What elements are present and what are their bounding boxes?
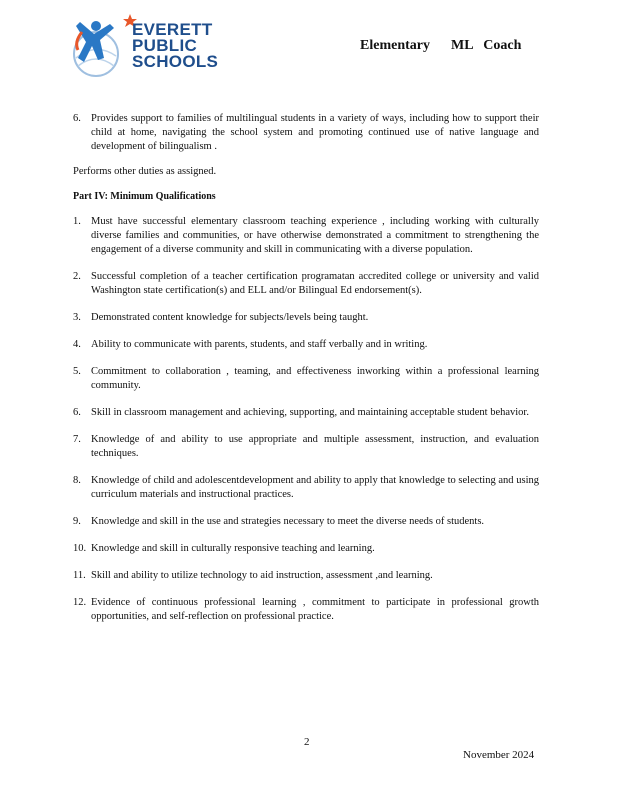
item-number: 5. <box>73 366 81 377</box>
item-number: 3. <box>73 312 81 323</box>
item-number: 8. <box>73 475 81 486</box>
qualification-item <box>73 474 539 502</box>
item-number: 1. <box>73 216 81 227</box>
item-number: 2. <box>73 271 81 282</box>
document-title: Elementary ML Coach <box>360 38 522 53</box>
qualification-item <box>73 433 539 461</box>
item-number: 11. <box>73 570 86 581</box>
qualification-item <box>73 542 539 556</box>
footer-date: November 2024 <box>463 749 535 761</box>
item-text: Skill and ability to utilize technology to aid instruction, assessment ,and learning. <box>91 570 433 581</box>
item-text: Skill in classroom management and achieving, supporting, and maintaining acceptable student behavior. <box>91 407 529 418</box>
everett-public-schools-logo <box>70 12 245 80</box>
other-duties-text: Performs other duties as assigned. <box>73 166 217 177</box>
item-number: 4. <box>73 339 81 350</box>
item-number: 12. <box>73 597 87 608</box>
item-text: Successful completion of a teacher certification programatan accredited college or university and valid Washington state certification(s) and ELL and/or Bilingual Ed endorsement(s). <box>91 271 539 296</box>
document-body <box>73 112 539 624</box>
item-text: Commitment to collaboration , teaming, and effectiveness inworking within a professional learning community. <box>91 366 539 391</box>
logo-figure-icon <box>70 12 140 80</box>
qualification-item <box>73 596 539 624</box>
item-number: 7. <box>73 434 81 445</box>
item-number: 9. <box>73 516 81 527</box>
item-number: 10. <box>73 543 87 554</box>
qualification-item <box>73 270 539 298</box>
item-text: Ability to communicate with parents, students, and staff verbally and in writing. <box>91 339 428 350</box>
logo-line-3: SCHOOLS <box>132 52 219 71</box>
item-text: Provides support to families of multilingual students in a variety of ways, including how to support their child at home, navigating the school system and promoting continued use of native language and development of bilingualism . <box>91 113 539 152</box>
qualification-item <box>73 406 539 420</box>
item-text: Knowledge of child and adolescentdevelopment and ability to apply that knowledge to selecting and using curriculum materials and instructional practices. <box>91 475 539 500</box>
item-text: Knowledge and skill in the use and strategies necessary to meet the diverse needs of students. <box>91 516 485 527</box>
item-text: Demonstrated content knowledge for subjects/levels being taught. <box>91 312 369 323</box>
qualification-item <box>73 338 539 352</box>
logo-line-2: PUBLIC <box>132 36 198 55</box>
page-number: 2 <box>304 736 310 748</box>
logo-wordmark <box>132 22 218 70</box>
duty-item-6 <box>73 112 539 154</box>
item-text: Evidence of continuous professional learning , commitment to participate in professional growth opportunities, and self-reflection on professional practice. <box>91 597 539 622</box>
item-number: 6. <box>73 113 81 124</box>
qualification-item <box>73 365 539 393</box>
section-heading: Part IV: Minimum Qualifications <box>73 191 216 202</box>
qualification-item <box>73 215 539 257</box>
logo-line-1: EVERETT <box>132 20 213 39</box>
item-text: Knowledge and skill in culturally responsive teaching and learning. <box>91 543 375 554</box>
qualification-item <box>73 515 539 529</box>
qualification-item <box>73 311 539 325</box>
item-text: Knowledge of and ability to use appropriate and multiple assessment, instruction, and evaluation techniques. <box>91 434 539 459</box>
item-text: Must have successful elementary classroom teaching experience , including working with culturally diverse families and communities, or have otherwise demonstrated a commitment to strengthening the engagement of a diverse community and skill in communicating with a diverse population. <box>91 216 539 255</box>
qualification-item <box>73 569 539 583</box>
item-number: 6. <box>73 407 81 418</box>
